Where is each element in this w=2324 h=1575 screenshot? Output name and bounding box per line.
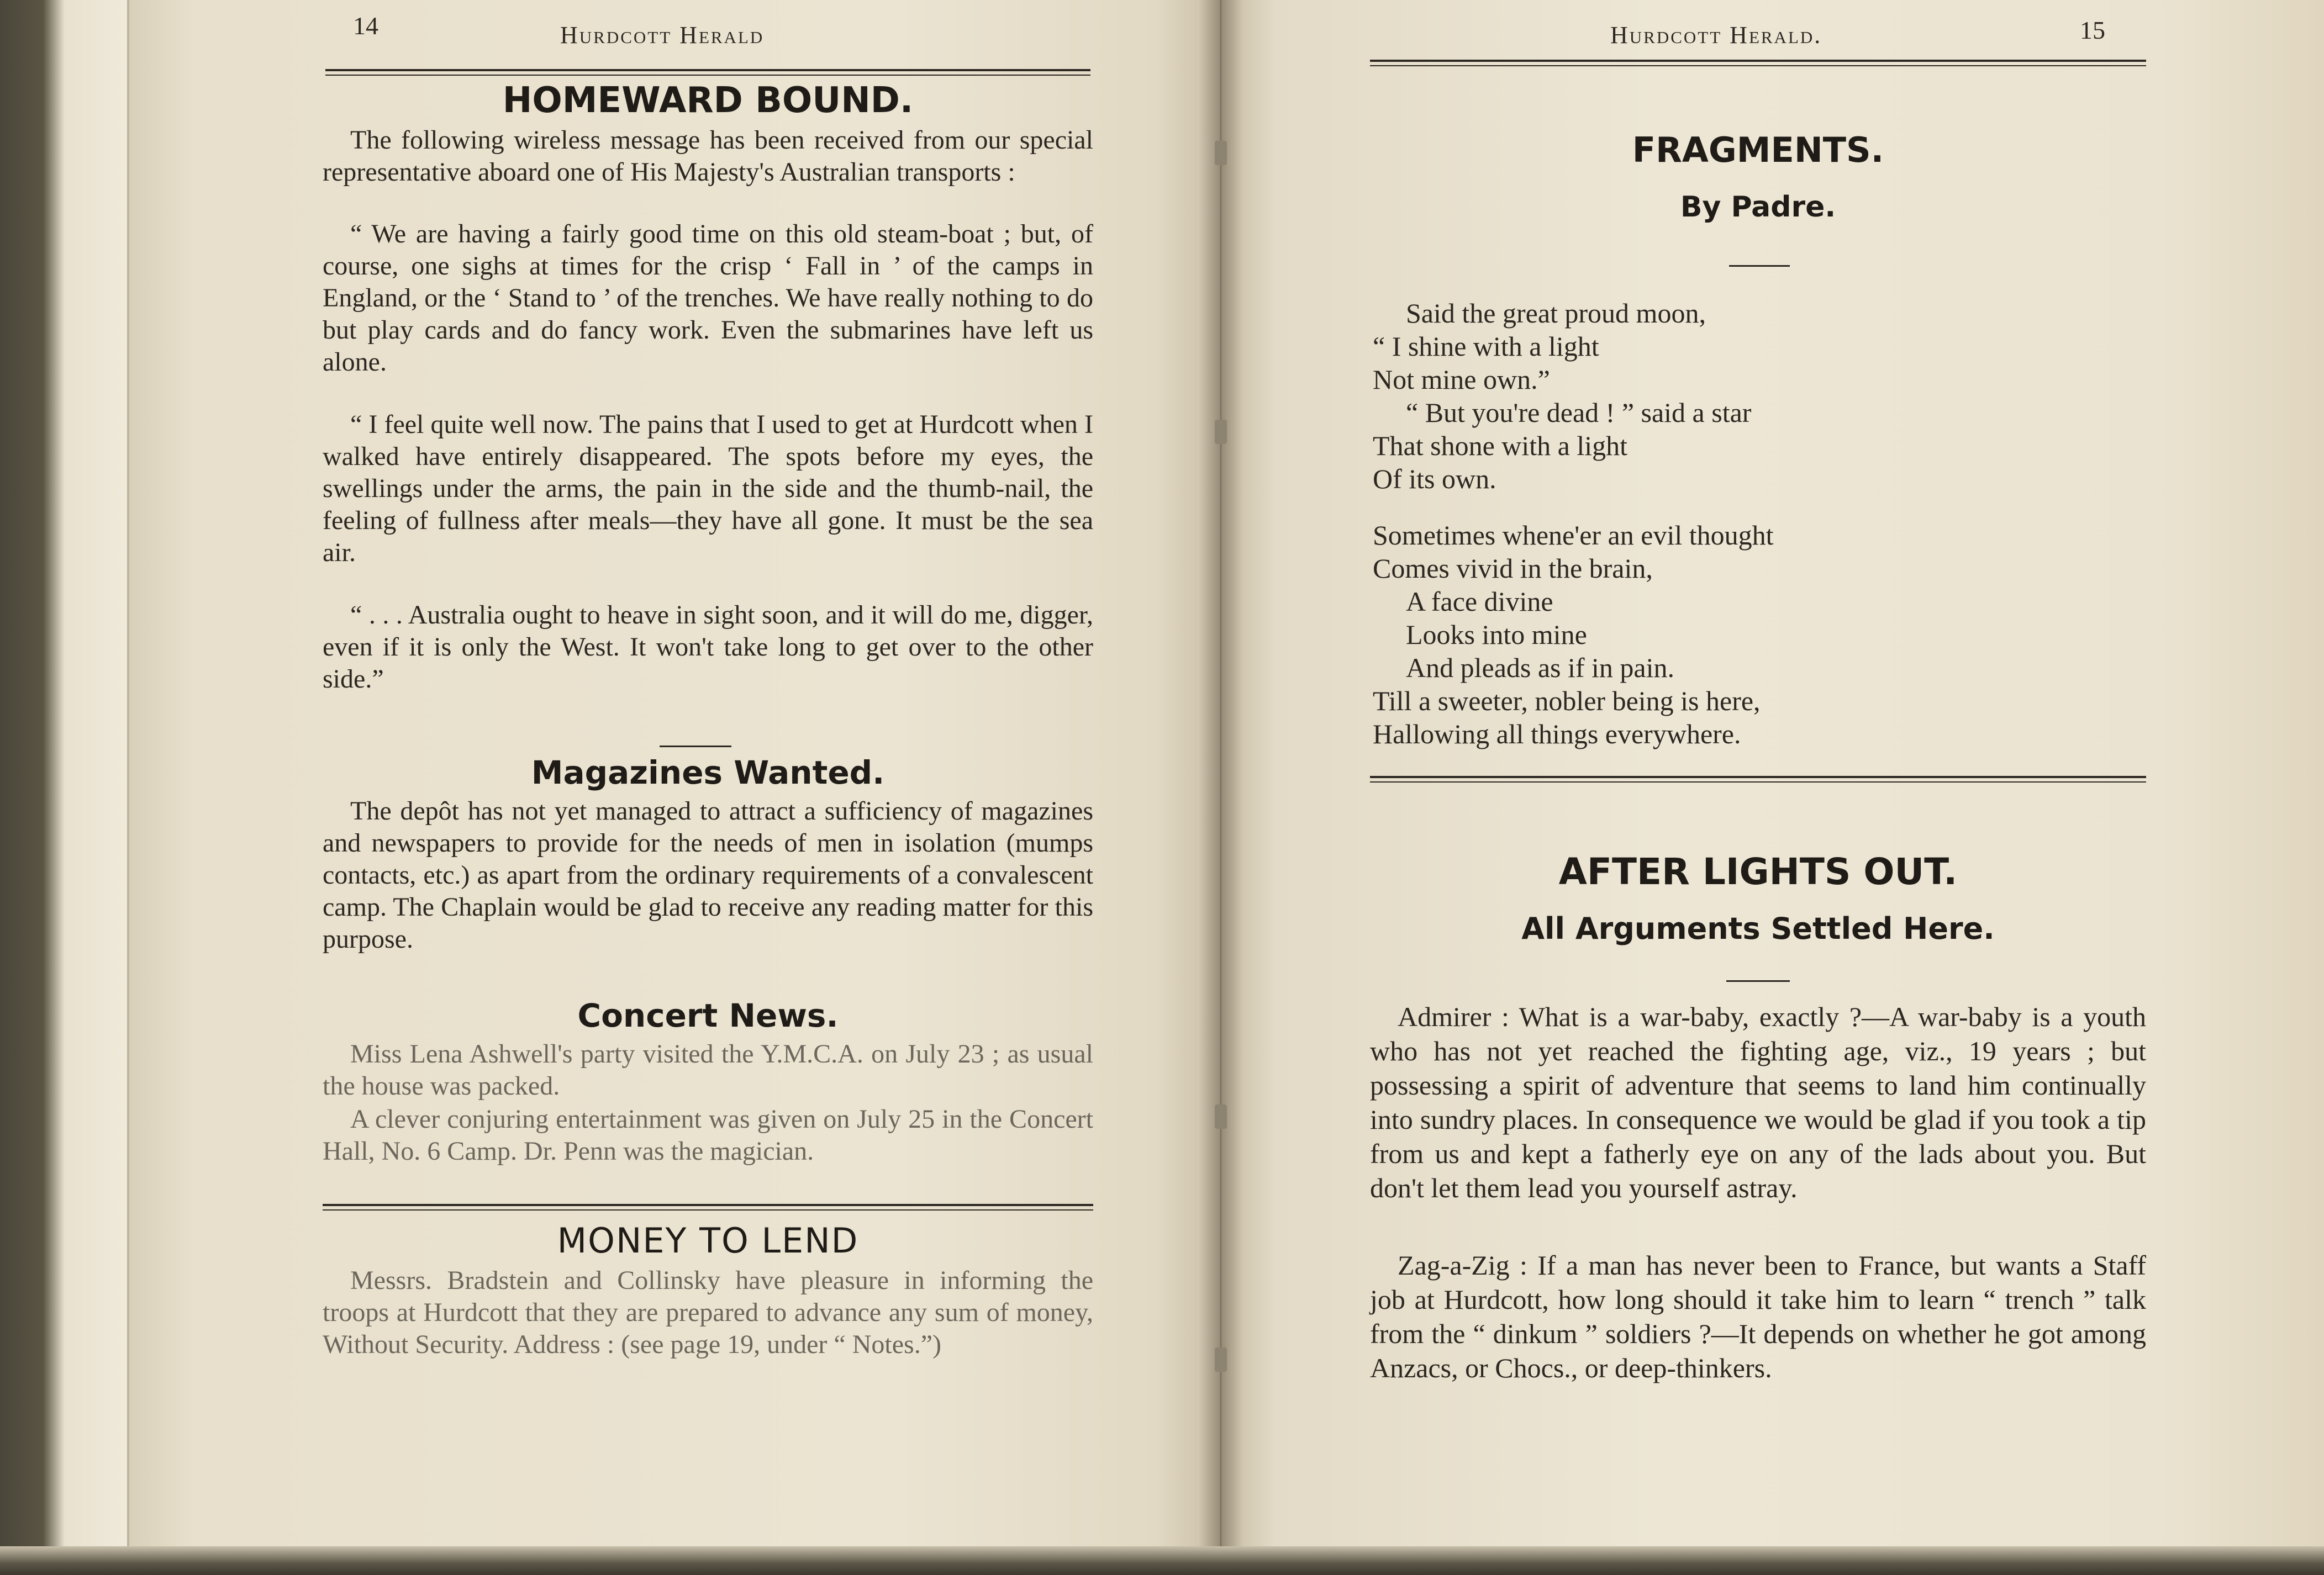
booklet-bottom-edge — [0, 1546, 2324, 1575]
after-lights-divider — [1726, 980, 1790, 982]
poem-line: Not mine own.” — [1373, 364, 1550, 395]
money-to-lend-title: MONEY TO LEND — [557, 1220, 859, 1261]
magazines-wanted-title: Magazines Wanted. — [531, 754, 885, 791]
fragments-divider — [1729, 265, 1790, 267]
homeward-paragraph-3: “ I feel quite well now. The pains that I used to get at Hurdcott when I walked have entirely disappeared. The spots before my eyes, the swellings under the arms, the pain in the side and the thumb-nail, the feeling of fullness after meals—they have all gone. It must be the sea air. — [323, 410, 1093, 567]
concert-paragraph-1: Miss Lena Ashwell's party visited the Y.M.C.A. on July 23 ; as usual the house was packed. — [323, 1039, 1093, 1101]
right-column — [1370, 66, 2146, 1502]
after-lights-out-title: AFTER LIGHTS OUT. — [1558, 850, 1958, 893]
section-rule-right — [1370, 776, 2146, 783]
poem-line: Sometimes whene'er an evil thought — [1373, 520, 1774, 551]
binding-stitch — [1215, 1104, 1227, 1129]
poem-line: Of its own. — [1373, 463, 1496, 494]
money-section-rule — [323, 1204, 1093, 1211]
concert-news-title: Concert News. — [577, 997, 839, 1034]
poem-line: “ But you're dead ! ” said a star — [1406, 397, 1752, 428]
homeward-bound-title: HOMEWARD BOUND. — [502, 80, 914, 121]
magazines-paragraph: The depôt has not yet managed to attract a sufficiency of magazines and newspapers to provide for the needs of men in isolation (mumps contacts, etc.) as apart from the ordinary requirements of a convalescent camp. The Chaplain would be glad to receive any reading matter for this purpose. — [323, 796, 1093, 954]
poem-line: And pleads as if in pain. — [1406, 652, 1675, 683]
book-gutter — [1199, 0, 1243, 1575]
booklet-cover-edge — [0, 0, 144, 1575]
homeward-paragraph-2: “ We are having a fairly good time on this old steam-boat ; but, of course, one sighs at times for the crisp ‘ Fall in ’ of the camps in England, or the ‘ Stand to ’ of the trenches. We have really nothing to do but play cards and do fancy work. Even the submarines have left us alone. — [323, 219, 1093, 377]
homeward-paragraph-1: The following wireless message has been received from our special representative aboard one of His Majesty's Australian transports : — [323, 125, 1093, 187]
header-rule-right — [1370, 60, 2146, 66]
after-lights-out-subtitle: All Arguments Settled Here. — [1521, 911, 1995, 946]
binding-stitch — [1215, 1347, 1227, 1372]
poem-line: Till a sweeter, nobler being is here, — [1373, 685, 1761, 716]
running-head-right: Hurdcott Herald. — [1610, 22, 1822, 49]
header-rule-left — [325, 69, 1090, 76]
right-page — [1221, 0, 2324, 1575]
fragments-byline: By Padre. — [1680, 191, 1836, 224]
running-head-left: Hurdcott Herald — [560, 22, 765, 49]
poem-line: “ I shine with a light — [1373, 331, 1599, 362]
poem-line: Comes vivid in the brain, — [1373, 553, 1653, 584]
poem-line: Hallowing all things everywhere. — [1373, 718, 1741, 749]
poem-line: Said the great proud moon, — [1406, 298, 1706, 329]
fragments-title: FRAGMENTS. — [1632, 130, 1884, 170]
section-divider — [660, 746, 731, 747]
binding-stitch — [1215, 420, 1227, 444]
left-column — [323, 77, 1093, 1491]
binding-stitch — [1215, 141, 1227, 165]
left-page — [127, 0, 1221, 1575]
poem-line: A face divine — [1406, 586, 1553, 617]
poem-line: That shone with a light — [1373, 430, 1628, 461]
concert-paragraph-2: A clever conjuring entertainment was given on July 25 in the Concert Hall, No. 6 Camp. Dr. Penn was the magician. — [323, 1104, 1093, 1166]
qa-admirer: Admirer : What is a war-baby, exactly ?—A war-baby is a youth who has not yet reached the fighting age, viz., 19 years ; but possessing a spirit of adventure that seems to land him continually into sundry places. In consequence we would be glad if you took a tip from us and kept a fatherly eye on any of the lads about you. But don't let them lead you yourself astray. — [1370, 1001, 2146, 1203]
poem-line: Looks into mine — [1406, 619, 1587, 650]
page-number-left: 14 — [353, 12, 378, 40]
qa-zag-a-zig: Zag-a-Zig : If a man has never been to France, but wants a Staff job at Hurdcott, how long should it take him to learn “ trench ” talk from the “ dinkum ” soldiers ?—It depends on whether he got among Anzacs, or Chocs., or deep-thinkers. — [1370, 1250, 2146, 1383]
homeward-paragraph-4: “ . . . Australia ought to heave in sight soon, and it will do me, digger, even if it is only the West. It won't take long to get over to the other side.” — [323, 600, 1093, 694]
money-paragraph: Messrs. Bradstein and Collinsky have pleasure in informing the troops at Hurdcott that they are prepared to advance any sum of money, Without Security. Address : (see page 19, under “ Notes.”) — [323, 1266, 1093, 1359]
page-number-right: 15 — [2080, 16, 2105, 44]
